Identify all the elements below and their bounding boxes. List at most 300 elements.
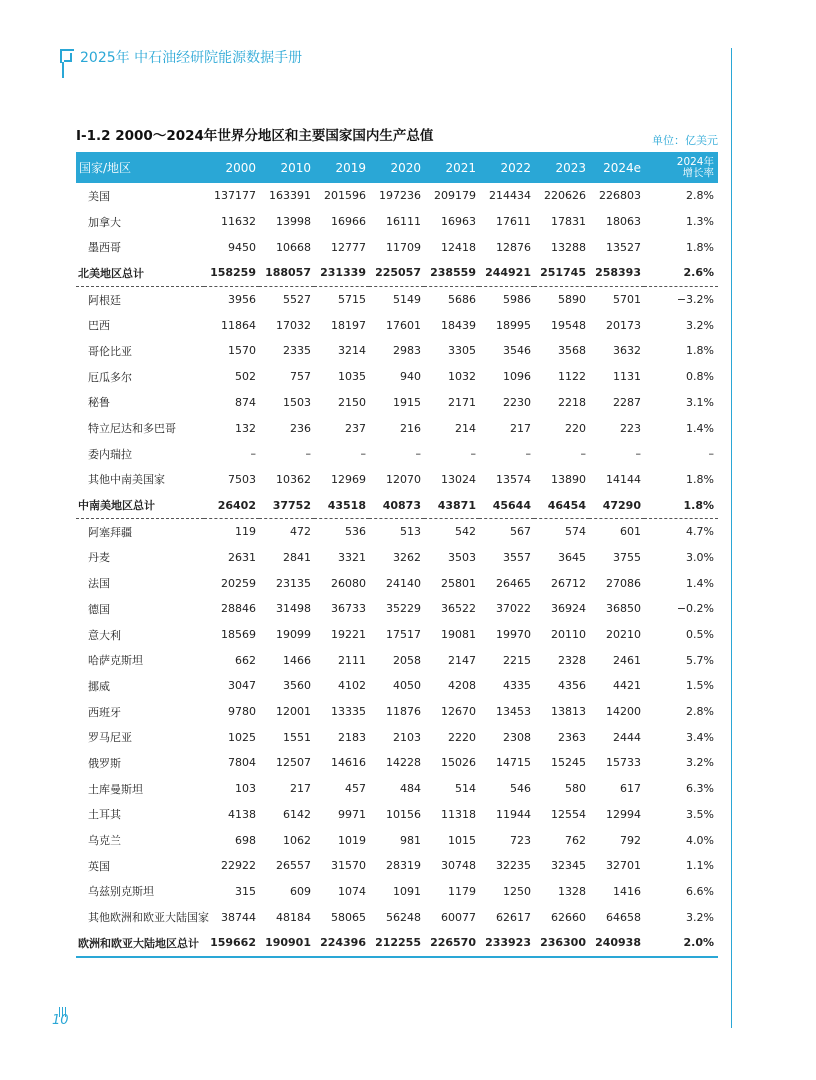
gdp-value-cell: 2230 (503, 395, 531, 409)
gdp-table (76, 152, 718, 958)
gdp-value-cell: 1122 (558, 370, 586, 384)
gdp-value-cell: 26402 (204, 492, 259, 518)
table-row (76, 570, 718, 596)
gdp-value-cell: 792 (620, 833, 641, 847)
gdp-value-cell: 16966 (331, 215, 366, 229)
gdp-value-cell: 14200 (606, 705, 641, 719)
country-name: 阿塞拜疆 (88, 525, 132, 539)
table-row (76, 699, 718, 725)
gdp-value-cell: 18569 (221, 628, 256, 642)
gdp-value-cell: 18197 (331, 318, 366, 332)
gdp-value-cell: 5686 (448, 293, 476, 307)
gdp-value-cell: 60077 (441, 910, 476, 924)
table-row (76, 209, 718, 235)
gdp-value-cell: 567 (510, 525, 531, 539)
gdp-value-cell: 484 (400, 782, 421, 796)
gdp-value-cell: 158259 (204, 260, 259, 286)
gdp-value-cell: 137177 (214, 189, 256, 203)
gdp-value-cell: 580 (565, 782, 586, 796)
gdp-value-cell: 220 (565, 421, 586, 435)
gdp-value-cell: 19081 (441, 628, 476, 642)
gdp-value-cell: 62660 (551, 910, 586, 924)
gdp-value-cell: 12418 (441, 240, 476, 254)
col-header-year: 2019 (335, 160, 366, 175)
growth-rate-cell: – (708, 447, 714, 461)
gdp-value-cell: 48184 (276, 910, 311, 924)
gdp-value-cell: 31498 (276, 602, 311, 616)
gdp-value-cell: 2841 (283, 550, 311, 564)
gdp-value-cell: 940 (400, 370, 421, 384)
gdp-value-cell: 240938 (589, 930, 644, 957)
gdp-value-cell: 13574 (496, 472, 531, 486)
page-right-rule (731, 48, 732, 1028)
gdp-value-cell: 3047 (228, 679, 256, 693)
table-body (76, 183, 718, 957)
gdp-value-cell: 4050 (393, 679, 421, 693)
gdp-value-cell: 236300 (534, 930, 589, 957)
gdp-value-cell: – (305, 447, 311, 461)
table-row (76, 518, 718, 544)
gdp-value-cell: 23135 (276, 576, 311, 590)
gdp-value-cell: 214434 (489, 189, 531, 203)
gdp-value-cell: 103 (235, 782, 256, 796)
gdp-value-cell: 3305 (448, 344, 476, 358)
table-row (76, 853, 718, 879)
gdp-value-cell: 58065 (331, 910, 366, 924)
gdp-value-cell: 981 (400, 833, 421, 847)
growth-rate-cell: −0.2% (676, 602, 714, 616)
col-header-year: 2022 (500, 160, 531, 175)
table-row (76, 286, 718, 312)
country-name: 乌克兰 (88, 834, 121, 848)
gdp-value-cell: 64658 (606, 910, 641, 924)
gdp-value-cell: 10362 (276, 472, 311, 486)
gdp-value-cell: 5701 (613, 293, 641, 307)
country-name: 厄瓜多尔 (88, 370, 132, 384)
gdp-value-cell: 1035 (338, 370, 366, 384)
gdp-value-cell: 3568 (558, 344, 586, 358)
country-name: 英国 (88, 859, 110, 873)
gdp-value-cell: 14715 (496, 756, 531, 770)
gdp-value-cell: 216 (400, 421, 421, 435)
gdp-value-cell: 14616 (331, 756, 366, 770)
gdp-value-cell: 2363 (558, 730, 586, 744)
gdp-value-cell: 2103 (393, 730, 421, 744)
table-row (76, 827, 718, 853)
gdp-value-cell: 617 (620, 782, 641, 796)
gdp-value-cell: 3755 (613, 550, 641, 564)
gdp-value-cell: 513 (400, 525, 421, 539)
gdp-value-cell: 315 (235, 884, 256, 898)
gdp-value-cell: 3557 (503, 550, 531, 564)
col-header-growth-line2: 增长率 (682, 166, 714, 179)
growth-rate-cell: 1.3% (686, 215, 714, 229)
gdp-value-cell: 224396 (314, 930, 369, 957)
gdp-value-cell: 1466 (283, 653, 311, 667)
growth-rate-cell: 1.1% (686, 859, 714, 873)
gdp-value-cell: 22922 (221, 859, 256, 873)
gdp-value-cell: 45644 (479, 492, 534, 518)
gdp-value-cell: 3321 (338, 550, 366, 564)
gdp-value-cell: 546 (510, 782, 531, 796)
gdp-value-cell: 1570 (228, 344, 256, 358)
country-name: 意大利 (88, 628, 121, 642)
gdp-value-cell: 2220 (448, 730, 476, 744)
gdp-value-cell: 601 (620, 525, 641, 539)
gdp-value-cell: – (415, 447, 421, 461)
table-total-row (76, 930, 718, 957)
gdp-value-cell: 19221 (331, 628, 366, 642)
growth-rate-cell: 1.8% (644, 492, 718, 518)
country-name: 法国 (88, 577, 110, 591)
gdp-value-cell: 223 (620, 421, 641, 435)
gdp-value-cell: 2444 (613, 730, 641, 744)
gdp-value-cell: 43518 (314, 492, 369, 518)
growth-rate-cell: 3.4% (686, 730, 714, 744)
gdp-value-cell: 1096 (503, 370, 531, 384)
gdp-value-cell: 36850 (606, 602, 641, 616)
running-title: 2025年 中石油经研院能源数据手册 (80, 50, 303, 66)
gdp-value-cell: 12777 (331, 240, 366, 254)
table-header (76, 152, 718, 183)
gdp-value-cell: 40873 (369, 492, 424, 518)
growth-rate-cell: 6.6% (686, 884, 714, 898)
gdp-value-cell: 11864 (221, 318, 256, 332)
gdp-value-cell: 5890 (558, 293, 586, 307)
gdp-value-cell: 13527 (606, 240, 641, 254)
gdp-value-cell: 10668 (276, 240, 311, 254)
gdp-value-cell: 62617 (496, 910, 531, 924)
country-name: 阿根廷 (88, 293, 121, 307)
gdp-value-cell: 4208 (448, 679, 476, 693)
region-total-label: 中南美地区总计 (76, 492, 204, 518)
gdp-value-cell: 217 (510, 421, 531, 435)
gdp-value-cell: 12554 (551, 807, 586, 821)
country-name: 哈萨克斯坦 (88, 654, 143, 668)
growth-rate-cell: 3.0% (686, 550, 714, 564)
table-row (76, 724, 718, 750)
gdp-value-cell: 25801 (441, 576, 476, 590)
col-header-year: 2000 (225, 160, 256, 175)
growth-rate-cell: 4.0% (686, 833, 714, 847)
gdp-value-cell: 231339 (314, 260, 369, 286)
gdp-value-cell: 20259 (221, 576, 256, 590)
gdp-value-cell: 3262 (393, 550, 421, 564)
gdp-value-cell: 2171 (448, 395, 476, 409)
region-total-label: 欧洲和欧亚大陆地区总计 (76, 930, 204, 957)
gdp-value-cell: 236 (290, 421, 311, 435)
table-unit: 单位：亿美元 (652, 134, 718, 147)
gdp-value-cell: 19099 (276, 628, 311, 642)
gdp-value-cell: 16963 (441, 215, 476, 229)
gdp-value-cell: 217 (290, 782, 311, 796)
gdp-value-cell: 9971 (338, 807, 366, 821)
gdp-value-cell: 20210 (606, 628, 641, 642)
gdp-value-cell: 38744 (221, 910, 256, 924)
page-number: 10 (52, 1013, 69, 1028)
col-header-name: 国家/地区 (79, 161, 132, 175)
gdp-value-cell: 237 (345, 421, 366, 435)
gdp-value-cell: 12876 (496, 240, 531, 254)
growth-rate-cell: 1.4% (686, 421, 714, 435)
gdp-value-cell: 9780 (228, 705, 256, 719)
table-total-row (76, 492, 718, 518)
growth-rate-cell: 2.8% (686, 705, 714, 719)
gdp-value-cell: 26712 (551, 576, 586, 590)
gdp-value-cell: 13288 (551, 240, 586, 254)
gdp-value-cell: 9450 (228, 240, 256, 254)
gdp-value-cell: 5715 (338, 293, 366, 307)
gdp-value-cell: 36522 (441, 602, 476, 616)
growth-rate-cell: 3.2% (686, 318, 714, 332)
table-total-row (76, 260, 718, 286)
gdp-value-cell: 18995 (496, 318, 531, 332)
gdp-value-cell: 119 (235, 525, 256, 539)
country-name: 美国 (88, 189, 110, 203)
gdp-value-cell: 7503 (228, 472, 256, 486)
growth-rate-cell: −3.2% (676, 293, 714, 307)
country-name: 墨西哥 (88, 241, 121, 255)
gdp-value-cell: 514 (455, 782, 476, 796)
growth-rate-cell: 5.7% (686, 653, 714, 667)
gdp-value-cell: 12507 (276, 756, 311, 770)
gdp-value-cell: 472 (290, 525, 311, 539)
growth-rate-cell: 4.7% (686, 525, 714, 539)
gdp-value-cell: 16111 (386, 215, 421, 229)
country-name: 哥伦比亚 (88, 344, 132, 358)
gdp-value-cell: 1250 (503, 884, 531, 898)
gdp-value-cell: 2631 (228, 550, 256, 564)
table-row (76, 545, 718, 571)
gdp-value-cell: 762 (565, 833, 586, 847)
country-name: 罗马尼亚 (88, 731, 132, 745)
gdp-value-cell: 2983 (393, 344, 421, 358)
gdp-value-cell: 28846 (221, 602, 256, 616)
gdp-value-cell: 2215 (503, 653, 531, 667)
country-name: 俄罗斯 (88, 756, 121, 770)
gdp-value-cell: 3560 (283, 679, 311, 693)
gdp-value-cell: 1074 (338, 884, 366, 898)
header-bracket-inner-icon (64, 53, 72, 62)
gdp-value-cell: 11632 (221, 215, 256, 229)
table-row (76, 234, 718, 260)
col-header-growth-line1: 2024年 (676, 155, 714, 168)
gdp-value-cell: 1091 (393, 884, 421, 898)
gdp-value-cell: 757 (290, 370, 311, 384)
gdp-value-cell: 6142 (283, 807, 311, 821)
gdp-value-cell: 1019 (338, 833, 366, 847)
gdp-value-cell: 26080 (331, 576, 366, 590)
country-name: 德国 (88, 602, 110, 616)
gdp-value-cell: 1416 (613, 884, 641, 898)
country-name: 特立尼达和多巴哥 (88, 422, 176, 436)
gdp-value-cell: 17601 (386, 318, 421, 332)
gdp-value-cell: 11876 (386, 705, 421, 719)
gdp-value-cell: 36733 (331, 602, 366, 616)
gdp-value-cell: 27086 (606, 576, 641, 590)
table-row (76, 467, 718, 493)
table-row (76, 183, 718, 209)
gdp-value-cell: 226803 (599, 189, 641, 203)
gdp-value-cell: 5986 (503, 293, 531, 307)
table-row (76, 904, 718, 930)
country-name: 委内瑞拉 (88, 447, 132, 461)
table-row (76, 364, 718, 390)
gdp-value-cell: 609 (290, 884, 311, 898)
gdp-value-cell: 13024 (441, 472, 476, 486)
table-row (76, 750, 718, 776)
col-header-year: 2023 (555, 160, 586, 175)
gdp-value-cell: 2335 (283, 344, 311, 358)
gdp-value-cell: 1015 (448, 833, 476, 847)
gdp-value-cell: 32235 (496, 859, 531, 873)
gdp-value-cell: 13813 (551, 705, 586, 719)
gdp-value-cell: 574 (565, 525, 586, 539)
growth-rate-cell: 2.6% (644, 260, 718, 286)
gdp-value-cell: 233923 (479, 930, 534, 957)
gdp-value-cell: 5149 (393, 293, 421, 307)
gdp-value-cell: – (360, 447, 366, 461)
table-row (76, 776, 718, 802)
gdp-value-cell: 13335 (331, 705, 366, 719)
gdp-value-cell: 226570 (424, 930, 479, 957)
gdp-value-cell: 3546 (503, 344, 531, 358)
growth-rate-cell: 3.2% (686, 910, 714, 924)
gdp-value-cell: 14144 (606, 472, 641, 486)
gdp-value-cell: 1503 (283, 395, 311, 409)
country-name: 乌兹别克斯坦 (88, 885, 154, 899)
gdp-value-cell: 159662 (204, 930, 259, 957)
gdp-value-cell: 46454 (534, 492, 589, 518)
gdp-value-cell: 10156 (386, 807, 421, 821)
gdp-value-cell: 220626 (544, 189, 586, 203)
gdp-value-cell: 209179 (434, 189, 476, 203)
country-name: 秘鲁 (88, 396, 110, 410)
col-header-year: 2024e (603, 160, 641, 175)
growth-rate-cell: 2.0% (644, 930, 718, 957)
gdp-value-cell: 36924 (551, 602, 586, 616)
gdp-value-cell: 457 (345, 782, 366, 796)
gdp-value-cell: 15733 (606, 756, 641, 770)
gdp-value-cell: 1551 (283, 730, 311, 744)
growth-rate-cell: 3.2% (686, 756, 714, 770)
gdp-value-cell: 19548 (551, 318, 586, 332)
growth-rate-cell: 1.8% (686, 240, 714, 254)
country-name: 挪威 (88, 679, 110, 693)
gdp-value-cell: 19970 (496, 628, 531, 642)
gdp-value-cell: 238559 (424, 260, 479, 286)
country-name: 土库曼斯坦 (88, 782, 143, 796)
gdp-value-cell: 20173 (606, 318, 641, 332)
country-name: 加拿大 (88, 215, 121, 229)
gdp-value-cell: 212255 (369, 930, 424, 957)
table-row (76, 622, 718, 648)
gdp-value-cell: 258393 (589, 260, 644, 286)
table-row (76, 647, 718, 673)
gdp-value-cell: 2147 (448, 653, 476, 667)
table-row (76, 415, 718, 441)
gdp-value-cell: 37752 (259, 492, 314, 518)
gdp-value-cell: 13890 (551, 472, 586, 486)
gdp-value-cell: – (250, 447, 256, 461)
gdp-value-cell: 163391 (269, 189, 311, 203)
gdp-value-cell: 2218 (558, 395, 586, 409)
col-header-year: 2010 (280, 160, 311, 175)
gdp-value-cell: 15245 (551, 756, 586, 770)
gdp-value-cell: 201596 (324, 189, 366, 203)
gdp-value-cell: 3632 (613, 344, 641, 358)
gdp-value-cell: 2183 (338, 730, 366, 744)
country-name: 其他中南美国家 (88, 473, 165, 487)
gdp-value-cell: 132 (235, 421, 256, 435)
gdp-value-cell: 43871 (424, 492, 479, 518)
gdp-value-cell: 17611 (496, 215, 531, 229)
gdp-value-cell: 20110 (551, 628, 586, 642)
gdp-value-cell: 18063 (606, 215, 641, 229)
gdp-value-cell: 251745 (534, 260, 589, 286)
gdp-value-cell: 662 (235, 653, 256, 667)
gdp-value-cell: 214 (455, 421, 476, 435)
gdp-value-cell: 35229 (386, 602, 421, 616)
table-row (76, 312, 718, 338)
gdp-value-cell: 536 (345, 525, 366, 539)
gdp-value-cell: 3956 (228, 293, 256, 307)
growth-rate-cell: 1.4% (686, 576, 714, 590)
gdp-value-cell: 47290 (589, 492, 644, 518)
gdp-value-cell: 2287 (613, 395, 641, 409)
gdp-value-cell: 244921 (479, 260, 534, 286)
col-header-growth (644, 152, 718, 183)
gdp-value-cell: 2111 (338, 653, 366, 667)
country-name: 其他欧洲和欧亚大陆国家 (88, 911, 209, 925)
gdp-value-cell: 32701 (606, 859, 641, 873)
growth-rate-cell: 1.8% (686, 472, 714, 486)
gdp-value-cell: – (635, 447, 641, 461)
gdp-value-cell: 17831 (551, 215, 586, 229)
table-row (76, 441, 718, 467)
table-row (76, 338, 718, 364)
gdp-value-cell: 4335 (503, 679, 531, 693)
gdp-value-cell: 28319 (386, 859, 421, 873)
gdp-value-cell: 13998 (276, 215, 311, 229)
gdp-value-cell: 2150 (338, 395, 366, 409)
gdp-value-cell: – (580, 447, 586, 461)
col-header-year: 2020 (390, 160, 421, 175)
table-row (76, 390, 718, 416)
gdp-value-cell: 874 (235, 395, 256, 409)
gdp-value-cell: – (470, 447, 476, 461)
gdp-value-cell: 32345 (551, 859, 586, 873)
gdp-value-cell: 5527 (283, 293, 311, 307)
gdp-value-cell: 723 (510, 833, 531, 847)
gdp-value-cell: 1032 (448, 370, 476, 384)
gdp-value-cell: 37022 (496, 602, 531, 616)
gdp-value-cell: 11709 (386, 240, 421, 254)
growth-rate-cell: 1.8% (686, 344, 714, 358)
gdp-value-cell: 3503 (448, 550, 476, 564)
country-name: 巴西 (88, 319, 110, 333)
gdp-value-cell: 18439 (441, 318, 476, 332)
gdp-value-cell: 3214 (338, 344, 366, 358)
gdp-value-cell: 11944 (496, 807, 531, 821)
gdp-value-cell: 542 (455, 525, 476, 539)
gdp-value-cell: 12001 (276, 705, 311, 719)
gdp-value-cell: 12994 (606, 807, 641, 821)
gdp-value-cell: 30748 (441, 859, 476, 873)
growth-rate-cell: 1.5% (686, 679, 714, 693)
gdp-value-cell: 12070 (386, 472, 421, 486)
gdp-value-cell: 1131 (613, 370, 641, 384)
